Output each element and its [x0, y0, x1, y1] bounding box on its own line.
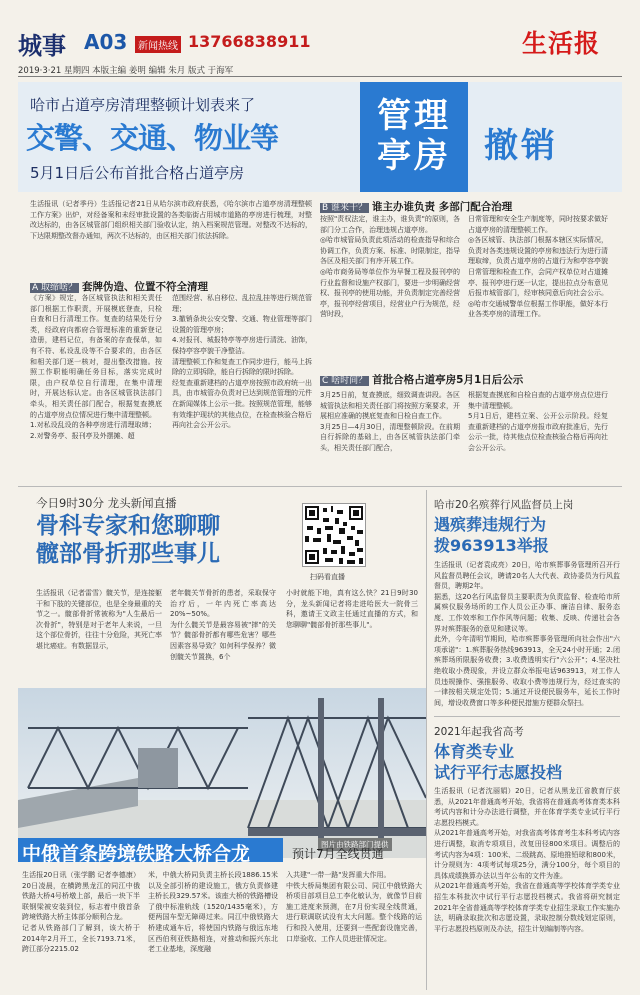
bone-article-column-2: 老年髋关节骨折的患者，采取保守治疗后，一年内死亡率高达20%~50%。 为什么髋关节是最容易被"摔"的关节？髋部骨折都有哪些危害？哪些因素容易导致？如何科学保养？微创髋关节置换，6个	[170, 589, 276, 661]
exam-title-line-2: 试行平行志愿投档	[434, 763, 563, 782]
photo-credit: 图片由铁路部门提供	[318, 838, 392, 851]
section-c-heading	[320, 372, 523, 387]
section-c-title: 首批合格占道亭房5月1日后公示	[372, 374, 524, 386]
bridge-article-column-3: 入共建"一带一路"发挥重大作用。 中铁大桥局集团有限公司、同江中俄铁路大桥项目部项目总工李化敏认为，就像节目前施工进度来预测，在7月份实现全线贯通，进行联调联试没有太大问题。整个线路的运行和投入使用，还要到一些配套设施完善，口岸验收、工作人员进驻情况定。	[286, 871, 422, 943]
section-c-column-2: 根据复查摸底和自检自查的占道亭房点位进行集中清理整顿。 5月1日后，建档立案、公开公示阶段。经复查重新建档的占道亭房报市政府批准后，先行公示一批，待其他点位检查核验合格后再向社会公开公示。	[468, 391, 608, 452]
header-divider	[18, 76, 622, 77]
section-a-heading	[30, 279, 208, 294]
bone-article-column-1: 生活报讯（记者雷雪）髋关节，是连接躯干和下肢的关键部位，也是全身最重的关节之一。髋部骨折常被称为"人生最后一次骨折"，特别是对于老年人来说，一旦这个部位骨折，往往十分危险，其死亡率堪比癌症。有数据显示，	[36, 589, 162, 650]
section-b-column-1: 按照"责权法定，谁主办，谁负责"的原则，各部门分工合作，治理违规占道亭房。 ◎哈市城管局负责此项活动的检查指导和综合协调工作，负责方案、标准、时限制定，指导各区及相关部门有序开展工作。 ◎哈市商务局等单位作为早餐工程及报刊亭的行业监督和设施产权部门，要进一步明确经营权、报刊亭的使用功能，并负责制定完善经营亭，报刊亭经营项目，经营业户行为规范，经营时段，	[320, 215, 460, 319]
section-b-title: 谁主办谁负责 多部门配合治理	[372, 201, 513, 213]
qr-code-icon	[303, 504, 365, 566]
page-header	[0, 0, 640, 80]
bone-article-kicker: 今日9时30分 龙头新闻直播	[36, 496, 177, 510]
newspaper-logo: 生活报	[522, 29, 601, 58]
exam-article-kicker: 2021年起我省高考	[434, 726, 524, 738]
section-a-title: 套牌伪造、位置不符全清理	[82, 281, 209, 293]
lead-subtitle: 5月1日后公布首批合格占道亭房	[30, 164, 245, 182]
exam-title-line-1: 体育类专业	[434, 742, 515, 761]
lead-highlight-word: 撤销	[484, 126, 558, 166]
section-b-heading	[320, 199, 512, 214]
lead-kicker: 哈市占道亭房清理整顿计划表来了	[30, 96, 256, 114]
bridge-article-column-1: 生活报20日讯（张学鹏 记者李德康）20日凌晨，在横跨黑龙江的同江中俄铁路大桥4号桥墩上部，最后一块下半联钢梁被安装到位，标志着中俄首条跨境铁路大桥主体部分顺利合龙。 记者从铁路部门了解到，该大桥于2014年2月开工，全长7193.71米，跨江部分2215.02	[22, 871, 140, 954]
funeral-article-kicker: 哈市20名殡葬行风监督员上岗	[434, 499, 574, 511]
right-column-divider	[434, 716, 620, 717]
section-a-column-2: 范围经营、私自移位、乱拉乱挂等进行规范管理； 3.撤销条块公安交警、交通、物业管理等部门设置的管理亭房； 4.对报刊、城报特亭等亭房进行清洗、油饰，保持亭容亭貌干净整洁。 清理整顿工作和复查工作同步进行，能马上拆除的立即拆除，能自行拆除的限时拆除。 经复查重新建档的占道亭房按照市政府统一出具，由市城管办负责对已达到规范管理的元件在新闻媒体上公示一批。按照规范管理，能够有效维护现状的其他点位，在检查核验合格后再向社会公开公示。	[172, 294, 312, 430]
bridge-article-title: 中俄首条跨境铁路大桥合龙	[22, 843, 251, 865]
section-a-column-1: 《方案》规定，各区城管执法和相关责任部门根据工作职责，开展模底登查，只检自查和日行清理工作。复查的结果处行分类，经政府向都府合管理标准的重新登记造册，建档记位，有备案的存查保单，如有不符、私设乱设等不合要求的，由各区和相关部门逐一核对，提出整改措施。按照工作职能明确任务目标，落实完成时限，由户权单位自行清理，在集中清理时，开展达标认定。由各区城管执法部门牵头，相关责任部门配合，根据复查摸底的占道亭房点位情况进行集中清理整顿。 1.对私设乱设的各种亭房进行清理取缔； 2.对警务亭、报刊亭及外摆摊、超	[30, 294, 162, 440]
section-divider	[18, 486, 622, 487]
lead-headline-block	[18, 82, 622, 192]
lead-intro-text: 生活报讯（记者季丹）生活报记者21日从哈尔滨市政府获悉，《哈尔滨市占道亭房清理整顿工作方案》出炉，对经备案和未经审批设置的各类临街占用城市道路的亭房进行梳理，对整改达标的，由各区城管部门组织相关部门验收认定，纳入档案规范管理。对整改不达标的，下达限期整改督办通知，两次不达标的，由区相关部门依法拆除。	[30, 200, 312, 240]
section-c-column-1: 3月25日前，复查摸底，细致调查讲段。各区城管执法和相关责任部门将按照方案要求，开展相应准确的摸底复查和日检自查工作。 3月25日—4月30日，清理整顿阶段。在前期自行拆除的基础上，由各区城管执法部门牵头，相关责任部门配合，	[320, 391, 460, 452]
hotline-label: 新闻热线	[135, 36, 181, 53]
bone-article-column-3: 小时就能下地，真有这么快？21日9时30分，龙头新闻记者将走进哈医大一院骨三科，邀请王文政主任通过直播的方式，和您聊聊"髋部骨折那些事儿"。	[286, 589, 418, 629]
hotline-number: 13766838911	[188, 32, 311, 51]
funeral-article-title	[434, 514, 549, 556]
bone-article-title	[36, 512, 220, 568]
section-name: 城事	[18, 31, 66, 60]
section-c-tag: C 啥时间？	[322, 376, 368, 386]
exam-article-title	[434, 741, 562, 783]
lead-main-title: 交警、交通、物业等	[26, 121, 279, 155]
exam-article-body: 生活报讯（记者沈丽娟）20日，记者从黑龙江省教育厅获悉，从2021年普通高考开始，我省将在普通高考体育类本科考试内容和计分办法进行调整，并在体育学类专业试行平行志愿投档模式。 从2021年普通高考开始，对我省高考体育考生本科考试内容进行调整，取消专项项目，改复田径800米项目。调整后的考试内容为4项：100米、二级跳高、原地推铅球和800米，计分规则为：4项考试每项25分，满分100分，每个项目的具体成绩换算办法以当年公布的文件为准。 从2021年普通高考开始，我省在普通高等学校体育学类专业招生本科批次中试行平行志愿投档模式。我省将研究制定2021年全省普通高等学校体育学类专业招生录取工作实施办法，明确录取批次和志愿设置，录取控制分数线划定原则，平行志愿投档原则及办法，招生计划编制等内容。	[434, 787, 620, 933]
funeral-title-line-2: 拨963913举报	[434, 536, 549, 555]
bridge-article-column-2: 米，中俄大桥同负责主桥长段1886.15米以及全部引桥的建设施工，俄方负责修建主桥长段329.57米。该座大桥的铁路槽设了俄中标准轨线（1520/1435毫米），方便两国车型无障碍过来。同江中俄铁路大桥建成通车后，将使国内铁路与俄远东地区西伯利亚铁路相连，对推动和振兴东北老工业基地，深度融	[148, 871, 278, 954]
column-divider	[426, 490, 427, 990]
qr-code[interactable]	[302, 503, 366, 567]
lead-highlight-box: 管理亭房	[360, 82, 468, 192]
bridge-photo	[18, 688, 426, 858]
bridge-article-subtitle: 预计7月全线贯通	[292, 847, 384, 861]
bridge-illustration	[18, 688, 426, 858]
funeral-title-line-1: 遇殡葬违规行为	[434, 515, 547, 534]
section-a-tag: A 取缔啥？	[32, 283, 78, 293]
bone-title-line-2: 髋部骨折那些事儿	[36, 540, 220, 567]
page-number: A03	[84, 30, 128, 54]
issue-meta: 2019·3·21 星期四 本版主编 姜明 编辑 朱月 版式 于海军	[18, 66, 234, 76]
bone-title-line-1: 骨科专家和您聊聊	[36, 512, 220, 539]
funeral-article-body: 生活报讯（记者袁成亮）20日，哈市殡葬事务管理所召开行风监督员聘任会议，聘请20名人大代表、政协委员为行风监督员，聘期2年。 据悉，这20名行风监督员主要职责为负责监督、检查哈市所属殡仪服务场所的工作人员公正办事、廉洁自律、服务态度、工作效率和工作作风等问题；收集、反映、传递社会各界对殡葬服务的意见和建议等。 此外，今年清明节期间，哈市殡葬事务管理所向社会作出"六项承诺"：1.殡葬服务热线963913，全天24小时开通；2.闭殡葬场所限服务收费；3.收费透明实行"六公开"；4.坚决杜绝收取小费现象，并设立群众举报电话963913，对工作人员违规操作、强推服务、收取小费等违规行为，经过查实的一律按相关规定处罚；5.通过开设便民服务车，延长工作时间，增设收费窗口等多种便民措施方便群众祭扫。	[434, 561, 620, 707]
qr-caption: 扫码看直播	[310, 573, 345, 581]
section-b-column-2: 日常管理和安全生产制度等，同时按要求做好占道亭房的清理整顿工作。 ◎各区城管、执法部门根据本辖区实际情况，负责对各类违规设置的亭房和违法行为进行清理取缔，负责占道亭房的占道行为和亭容亭貌日常管理和检查工作，会同产权单位对占道摊亭、报刊亭进行逐一认定，提出拉点分布意见后报市城管部门，经审核同意后向社会公示。 ◎哈市交通城警单位根据工作职能，做好本行业各类亭房的清理工作。	[468, 215, 608, 319]
section-b-tag: B 谁来干？	[322, 203, 368, 213]
